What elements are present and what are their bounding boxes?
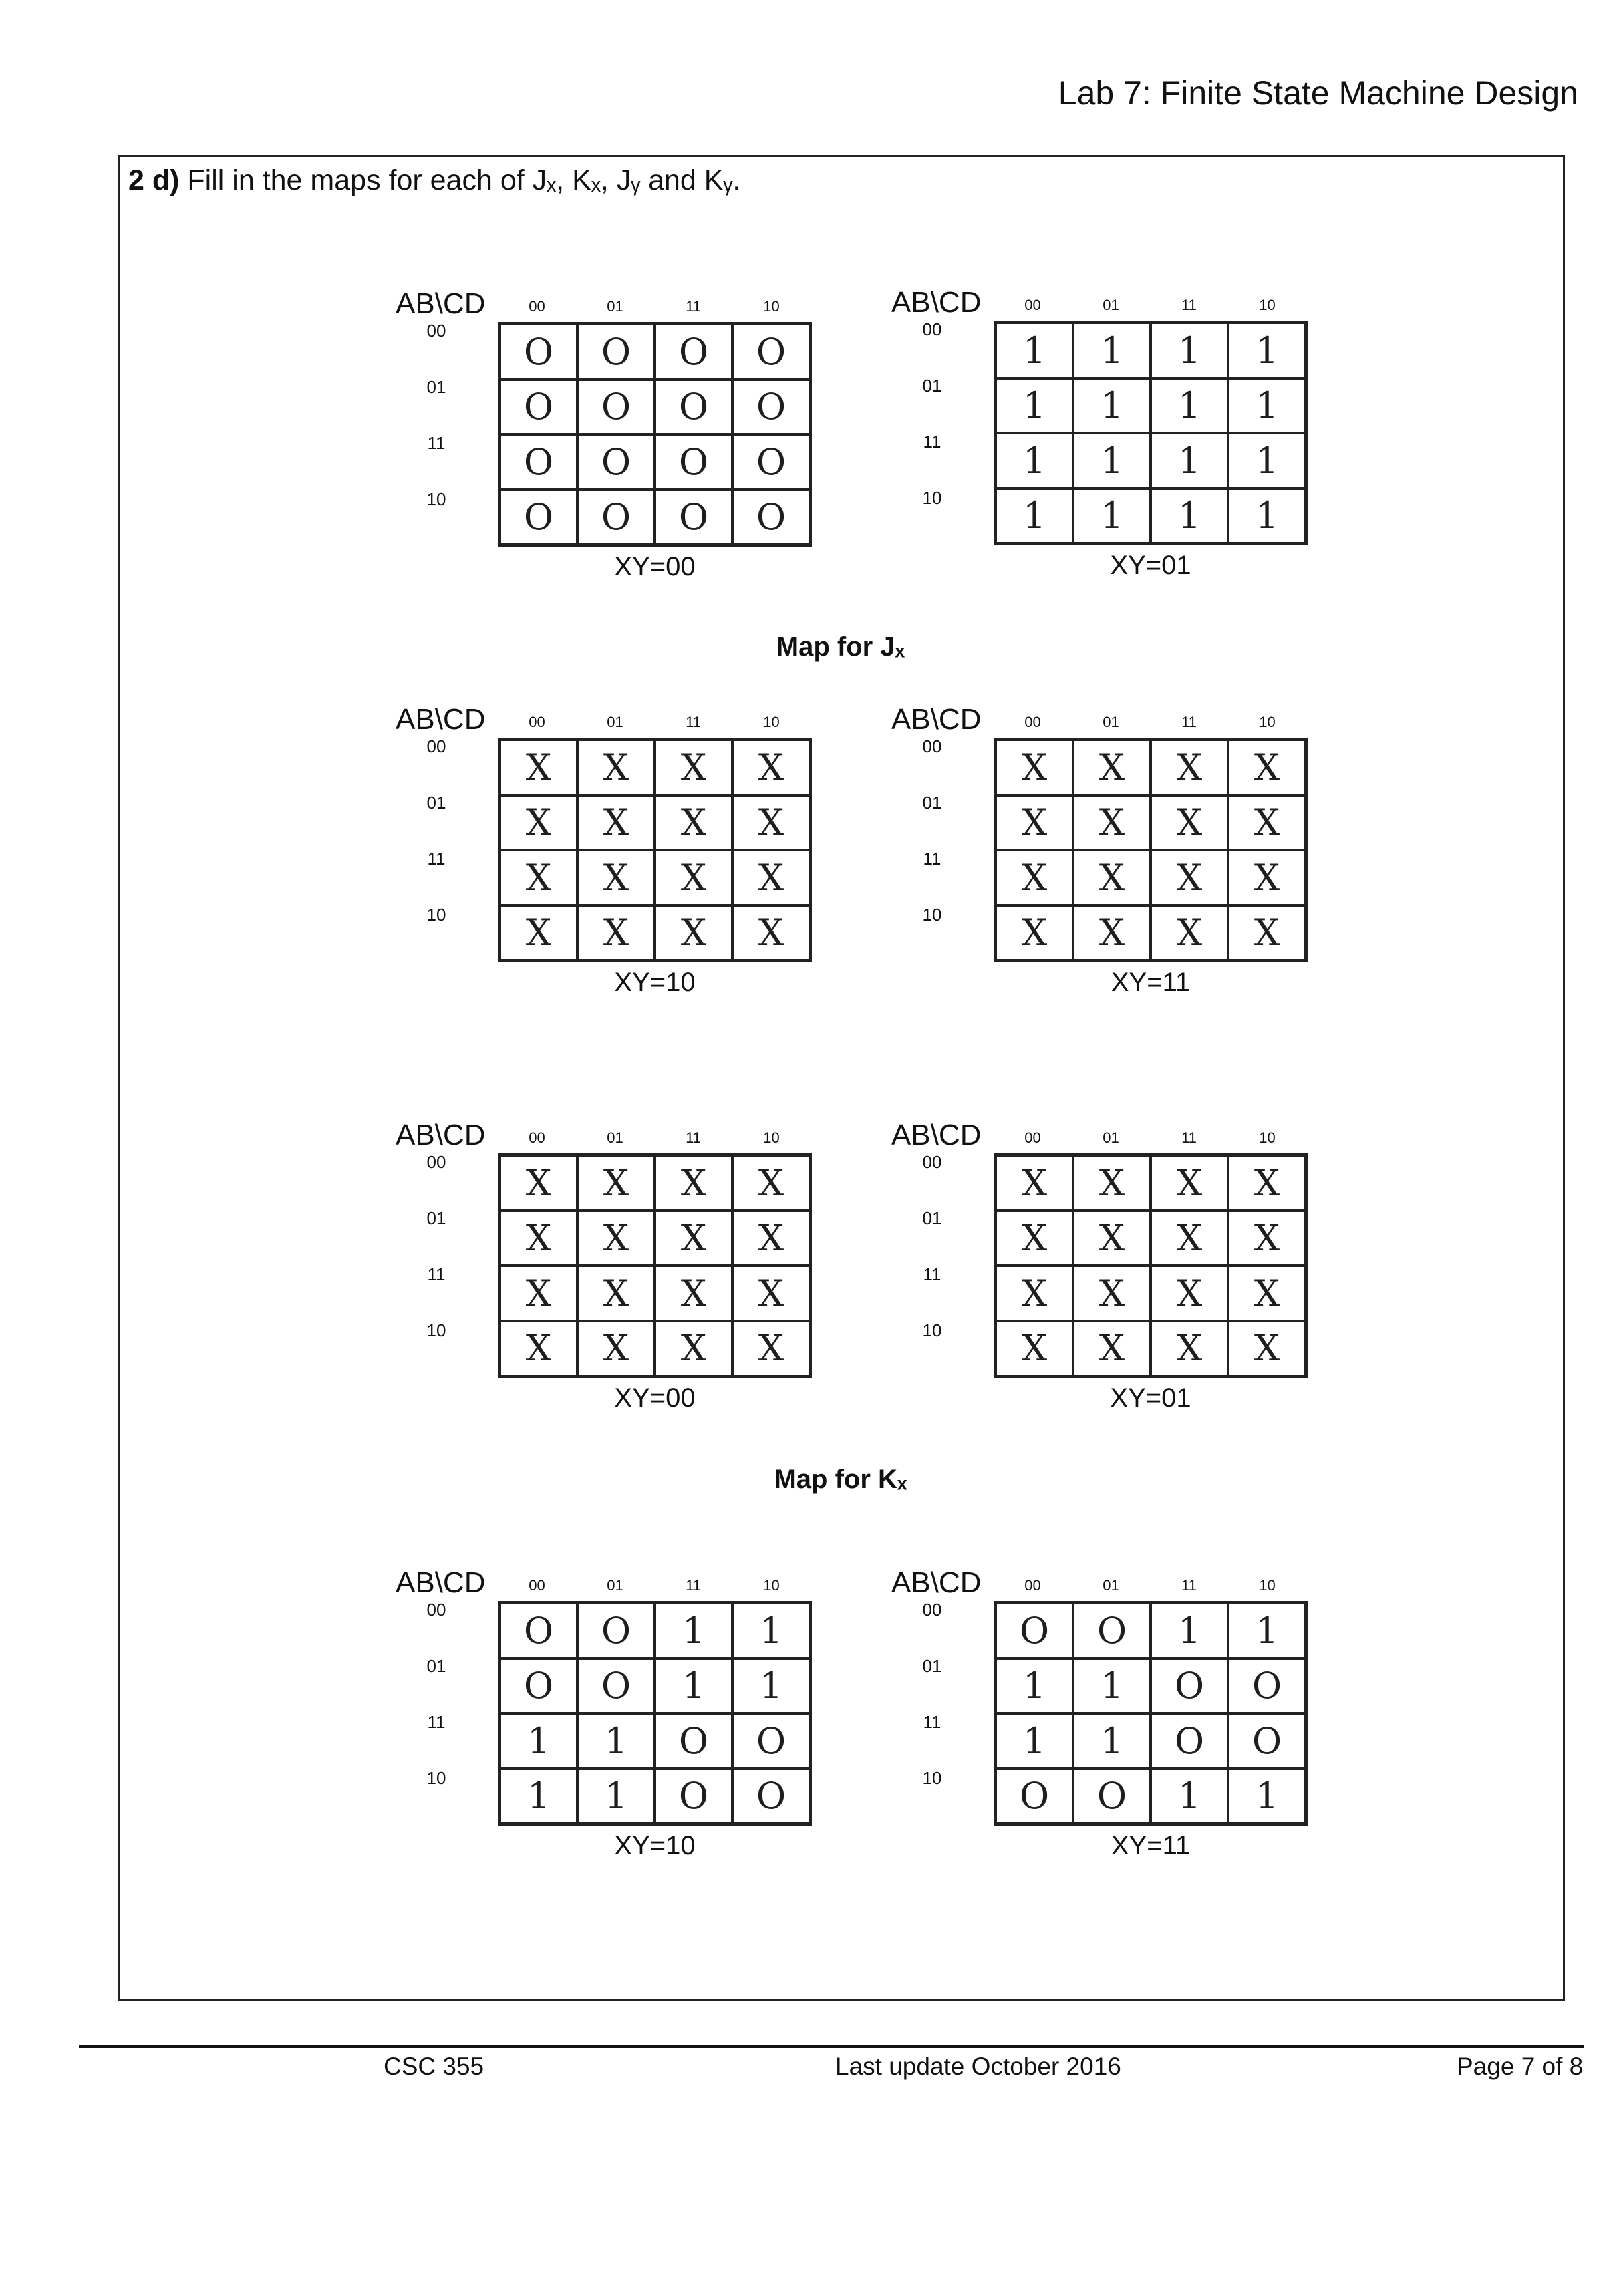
kmap-cell: 1 xyxy=(1151,433,1228,488)
kmap-cell: 1 xyxy=(1151,323,1228,378)
kmap-row-header: 00 xyxy=(922,1600,942,1620)
kmap-col-header: 11 xyxy=(1181,1129,1197,1146)
kmap-cell: X xyxy=(500,1211,577,1266)
kmap-row-header: 10 xyxy=(426,1320,446,1340)
kmap-row-headers xyxy=(413,736,466,961)
kmap-col-header: 11 xyxy=(686,1129,701,1146)
kmap-cell: 1 xyxy=(996,488,1073,544)
kmap-col-header: 00 xyxy=(1024,1577,1041,1594)
kmap-corner-label: AB\CD xyxy=(396,1566,486,1599)
kmap-cell: 1 xyxy=(1073,1659,1151,1714)
kmap-corner-label: AB\CD xyxy=(396,1119,486,1151)
kmap-row-header: 10 xyxy=(426,905,446,925)
kmap-col-header: 00 xyxy=(1024,297,1041,313)
kmap-cell: 1 xyxy=(732,1659,810,1714)
kmap-col-header: 11 xyxy=(1181,714,1197,730)
kmap-cell: 1 xyxy=(996,378,1073,434)
kmap-row-header: 01 xyxy=(426,793,446,813)
kmap-cell: X xyxy=(500,1266,577,1321)
kmap-cell: O xyxy=(655,380,732,435)
kmap-cell: 1 xyxy=(1073,488,1151,544)
kmap-row-header: 01 xyxy=(922,376,942,396)
kmap-corner-label: AB\CD xyxy=(891,703,982,736)
kmap-cell: 1 xyxy=(1228,1603,1306,1659)
kmap-corner-label: AB\CD xyxy=(891,1119,982,1151)
kmap-col-header: 11 xyxy=(686,1577,701,1594)
kmap-row-header: 10 xyxy=(922,1320,942,1340)
kmap-cell: X xyxy=(1228,850,1306,905)
kmap-label: XY=10 xyxy=(614,968,696,997)
kmap-cell: 1 xyxy=(732,1603,810,1659)
kmap-cell: X xyxy=(577,1321,655,1377)
kmap-cell: 1 xyxy=(996,1713,1073,1769)
kmap-cell: O xyxy=(500,434,577,490)
kmap-cell: O xyxy=(655,1769,732,1824)
kmap-col-header: 00 xyxy=(1024,714,1041,730)
kmap-row-header: 01 xyxy=(922,1656,942,1676)
kmap-cell: X xyxy=(1228,1321,1306,1377)
kmap-kx-xy00 xyxy=(396,1119,810,1426)
kmap-row-header: 00 xyxy=(426,1152,446,1172)
kmap-row-headers xyxy=(413,321,466,545)
kmap-cell: X xyxy=(500,850,577,905)
kmap-cell: 1 xyxy=(1151,1769,1228,1824)
kmap-cell: O xyxy=(996,1603,1073,1659)
kmap-col-header: 01 xyxy=(607,714,623,730)
kmap-cell: X xyxy=(996,795,1073,851)
kmap-cell: O xyxy=(732,1713,810,1769)
kmap-cell: O xyxy=(732,324,810,380)
kmap-col-header: 11 xyxy=(686,714,701,730)
kmap-cell: O xyxy=(500,324,577,380)
kmap-column-headers xyxy=(994,295,1308,315)
kmap-cell: X xyxy=(655,795,732,851)
kmap-col-header: 10 xyxy=(1259,1129,1276,1146)
kmap-row-header: 11 xyxy=(923,1264,941,1284)
kmap-cell: O xyxy=(500,1659,577,1714)
kmap-cell: X xyxy=(655,905,732,961)
kmap-cell: X xyxy=(655,740,732,795)
kmap-grid xyxy=(498,322,812,547)
kmap-grid xyxy=(498,1601,812,1826)
kmap-row-header: 11 xyxy=(427,849,446,869)
kmap-col-header: 00 xyxy=(529,1577,545,1594)
kmap-grid xyxy=(994,738,1308,962)
kmap-label: XY=11 xyxy=(1111,968,1191,997)
kmap-cell: O xyxy=(1073,1603,1151,1659)
kmap-cell: O xyxy=(655,434,732,490)
kmap-row-headers xyxy=(909,1152,962,1377)
kmap-col-header: 10 xyxy=(763,1577,780,1594)
kmap-row-headers xyxy=(909,736,962,961)
kmap-jx-xy01 xyxy=(891,286,1306,593)
kmap-cell: O xyxy=(1151,1713,1228,1769)
kmap-jx-xy11 xyxy=(891,703,1306,1010)
kmap-cell: O xyxy=(577,324,655,380)
kmap-col-header: 00 xyxy=(529,1129,545,1146)
kmap-cell: X xyxy=(996,1321,1073,1377)
kmap-row-header: 10 xyxy=(426,1768,446,1788)
kmap-cell: X xyxy=(732,740,810,795)
kmap-cell: 1 xyxy=(996,1659,1073,1714)
kmap-cell: 1 xyxy=(1151,1603,1228,1659)
kmap-cell: 1 xyxy=(1228,1769,1306,1824)
kmap-cell: O xyxy=(1073,1769,1151,1824)
kmap-cell: O xyxy=(655,1713,732,1769)
kmap-cell: X xyxy=(996,1266,1073,1321)
kmap-cell: 1 xyxy=(1073,323,1151,378)
kmap-cell: X xyxy=(996,1211,1073,1266)
kmap-grid xyxy=(498,1153,812,1378)
kmap-grid xyxy=(994,1153,1308,1378)
kmap-cell: X xyxy=(500,1321,577,1377)
kmap-cell: X xyxy=(655,1155,732,1211)
question-title xyxy=(128,164,740,197)
kmap-cell: 1 xyxy=(500,1713,577,1769)
kmap-cell: 1 xyxy=(1228,433,1306,488)
kmap-cell: O xyxy=(655,324,732,380)
kmap-cell: X xyxy=(1228,1155,1306,1211)
kmap-row-header: 00 xyxy=(922,1152,942,1172)
kmap-cell: X xyxy=(1151,850,1228,905)
kmap-cell: X xyxy=(1073,1266,1151,1321)
kmap-cell: 1 xyxy=(1151,378,1228,434)
kmap-cell: X xyxy=(1228,740,1306,795)
kmap-cell: 1 xyxy=(1228,488,1306,544)
kmap-row-header: 00 xyxy=(426,736,446,756)
question-text: Fill in the maps for each of Jₓ, Kₓ, Jᵧ and Kᵧ. xyxy=(187,164,741,196)
kmap-cell: O xyxy=(732,434,810,490)
kmap-cell: X xyxy=(996,740,1073,795)
kmap-col-header: 11 xyxy=(1181,297,1197,313)
kmap-cell: X xyxy=(732,1211,810,1266)
kmap-row-header: 01 xyxy=(922,1208,942,1228)
kmap-label: XY=11 xyxy=(1111,1831,1191,1860)
kmap-cell: X xyxy=(996,850,1073,905)
kmap-row-header: 11 xyxy=(923,849,941,869)
kmap-cell: X xyxy=(1073,795,1151,851)
map-title-kx: Map for Kₓ xyxy=(774,1465,907,1494)
kmap-jx-xy00 xyxy=(396,287,810,595)
kmap-row-header: 10 xyxy=(922,1768,942,1788)
kmap-cell: X xyxy=(1151,1211,1228,1266)
kmap-kx-xy10 xyxy=(396,1566,810,1874)
kmap-cell: X xyxy=(732,850,810,905)
kmap-label: XY=01 xyxy=(1110,1383,1191,1413)
kmap-cell: X xyxy=(577,850,655,905)
kmap-cell: X xyxy=(1151,1321,1228,1377)
kmap-cell: O xyxy=(1151,1659,1228,1714)
kmap-col-header: 01 xyxy=(1103,297,1119,313)
footer-updated: Last update October 2016 xyxy=(835,2053,1121,2080)
kmap-cell: O xyxy=(577,434,655,490)
kmap-cell: 1 xyxy=(1151,488,1228,544)
kmap-cell: X xyxy=(577,1155,655,1211)
kmap-cell: X xyxy=(732,1155,810,1211)
kmap-cell: X xyxy=(996,905,1073,961)
kmap-col-header: 11 xyxy=(1181,1577,1197,1594)
kmap-row-headers xyxy=(909,319,962,544)
kmap-grid xyxy=(994,1601,1308,1826)
kmap-cell: 1 xyxy=(655,1603,732,1659)
kmap-cell: 1 xyxy=(1228,378,1306,434)
kmap-corner-label: AB\CD xyxy=(891,286,982,319)
kmap-cell: X xyxy=(1151,905,1228,961)
kmap-row-header: 01 xyxy=(426,1656,446,1676)
kmap-row-headers xyxy=(413,1152,466,1377)
kmap-cell: 1 xyxy=(996,323,1073,378)
kmap-col-header: 01 xyxy=(1103,1129,1119,1146)
kmap-cell: X xyxy=(1151,795,1228,851)
kmap-cell: X xyxy=(655,1266,732,1321)
kmap-col-header: 00 xyxy=(529,298,545,315)
kmap-col-header: 10 xyxy=(763,714,780,730)
question-frame xyxy=(118,155,1565,2001)
map-title-jx: Map for Jₓ xyxy=(776,632,905,662)
kmap-cell: O xyxy=(996,1769,1073,1824)
kmap-label: XY=10 xyxy=(614,1831,696,1860)
kmap-cell: X xyxy=(996,1155,1073,1211)
kmap-cell: O xyxy=(500,380,577,435)
kmap-corner-label: AB\CD xyxy=(396,703,486,736)
kmap-row-header: 00 xyxy=(922,319,942,339)
kmap-column-headers xyxy=(498,297,812,317)
kmap-cell: 1 xyxy=(1073,378,1151,434)
kmap-cell: X xyxy=(577,795,655,851)
kmap-row-header: 01 xyxy=(426,1208,446,1228)
footer-rule xyxy=(79,2045,1584,2048)
kmap-cell: X xyxy=(1073,1155,1151,1211)
kmap-row-headers xyxy=(909,1600,962,1824)
kmap-cell: O xyxy=(655,490,732,545)
kmap-row-header: 11 xyxy=(923,432,941,452)
kmap-column-headers xyxy=(994,712,1308,732)
kmap-cell: O xyxy=(1228,1713,1306,1769)
kmap-cell: O xyxy=(500,490,577,545)
footer-course: CSC 355 xyxy=(384,2053,484,2080)
kmap-cell: 1 xyxy=(577,1713,655,1769)
kmap-cell: O xyxy=(577,1603,655,1659)
kmap-row-header: 01 xyxy=(426,377,446,397)
kmap-kx-xy01 xyxy=(891,1119,1306,1426)
kmap-row-header: 11 xyxy=(427,1264,446,1284)
kmap-label: XY=00 xyxy=(614,1383,696,1413)
kmap-cell: 1 xyxy=(577,1769,655,1824)
kmap-cell: 1 xyxy=(655,1659,732,1714)
kmap-cell: X xyxy=(655,1321,732,1377)
kmap-cell: X xyxy=(577,1266,655,1321)
header-title: Lab 7: Finite State Machine Design xyxy=(1058,74,1578,112)
kmap-cell: O xyxy=(732,1769,810,1824)
kmap-cell: X xyxy=(732,905,810,961)
kmap-col-header: 01 xyxy=(607,298,623,315)
kmap-row-header: 01 xyxy=(922,793,942,813)
kmap-jx-xy10 xyxy=(396,703,810,1010)
kmap-cell: 1 xyxy=(1228,323,1306,378)
kmap-row-header: 00 xyxy=(426,321,446,341)
kmap-cell: 1 xyxy=(500,1769,577,1824)
kmap-cell: X xyxy=(732,795,810,851)
kmap-column-headers xyxy=(498,712,812,732)
kmap-label: XY=00 xyxy=(614,552,696,581)
kmap-row-header: 10 xyxy=(922,488,942,508)
kmap-cell: X xyxy=(655,850,732,905)
kmap-row-header: 11 xyxy=(427,433,446,453)
kmap-col-header: 10 xyxy=(1259,714,1276,730)
kmap-row-header: 00 xyxy=(426,1600,446,1620)
kmap-cell: 1 xyxy=(996,433,1073,488)
kmap-cell: X xyxy=(500,795,577,851)
kmap-cell: X xyxy=(655,1211,732,1266)
kmap-col-header: 01 xyxy=(1103,1577,1119,1594)
kmap-kx-xy11 xyxy=(891,1566,1306,1874)
kmap-row-header: 10 xyxy=(922,905,942,925)
kmap-row-header: 10 xyxy=(426,489,446,509)
footer-page: Page 7 of 8 xyxy=(1457,2053,1584,2080)
kmap-column-headers xyxy=(994,1128,1308,1148)
kmap-cell: X xyxy=(732,1321,810,1377)
kmap-cell: O xyxy=(577,1659,655,1714)
kmap-cell: X xyxy=(1073,740,1151,795)
kmap-cell: X xyxy=(577,1211,655,1266)
kmap-cell: X xyxy=(732,1266,810,1321)
kmap-cell: O xyxy=(1228,1659,1306,1714)
kmap-cell: X xyxy=(500,1155,577,1211)
kmap-column-headers xyxy=(498,1128,812,1148)
kmap-cell: O xyxy=(732,380,810,435)
kmap-cell: X xyxy=(1073,1211,1151,1266)
kmap-cell: O xyxy=(577,490,655,545)
kmap-cell: X xyxy=(500,740,577,795)
kmap-col-header: 11 xyxy=(686,298,701,315)
kmap-cell: 1 xyxy=(1073,1713,1151,1769)
kmap-cell: X xyxy=(1151,1266,1228,1321)
kmap-cell: X xyxy=(1228,905,1306,961)
kmap-label: XY=01 xyxy=(1110,551,1191,580)
kmap-cell: O xyxy=(577,380,655,435)
kmap-cell: X xyxy=(577,740,655,795)
kmap-column-headers xyxy=(498,1576,812,1596)
kmap-col-header: 10 xyxy=(1259,1577,1276,1594)
kmap-cell: X xyxy=(1073,905,1151,961)
kmap-row-header: 00 xyxy=(922,736,942,756)
kmap-cell: X xyxy=(500,905,577,961)
kmap-column-headers xyxy=(994,1576,1308,1596)
kmap-col-header: 01 xyxy=(1103,714,1119,730)
kmap-grid xyxy=(994,321,1308,545)
kmap-corner-label: AB\CD xyxy=(891,1566,982,1599)
kmap-cell: X xyxy=(577,905,655,961)
kmap-cell: X xyxy=(1228,795,1306,851)
kmap-cell: X xyxy=(1151,740,1228,795)
kmap-col-header: 00 xyxy=(1024,1129,1041,1146)
kmap-cell: X xyxy=(1073,1321,1151,1377)
kmap-cell: O xyxy=(732,490,810,545)
kmap-col-header: 01 xyxy=(607,1577,623,1594)
kmap-col-header: 10 xyxy=(1259,297,1276,313)
kmap-cell: O xyxy=(500,1603,577,1659)
kmap-cell: X xyxy=(1151,1155,1228,1211)
kmap-col-header: 10 xyxy=(763,1129,780,1146)
kmap-corner-label: AB\CD xyxy=(396,287,486,320)
kmap-row-headers xyxy=(413,1600,466,1824)
kmap-cell: X xyxy=(1228,1211,1306,1266)
question-number: 2 d) xyxy=(128,164,180,196)
kmap-cell: 1 xyxy=(1073,433,1151,488)
kmap-row-header: 11 xyxy=(427,1712,446,1732)
kmap-cell: X xyxy=(1073,850,1151,905)
kmap-col-header: 10 xyxy=(763,298,780,315)
kmap-row-header: 11 xyxy=(923,1712,941,1732)
kmap-grid xyxy=(498,738,812,962)
kmap-col-header: 01 xyxy=(607,1129,623,1146)
kmap-cell: X xyxy=(1228,1266,1306,1321)
kmap-col-header: 00 xyxy=(529,714,545,730)
